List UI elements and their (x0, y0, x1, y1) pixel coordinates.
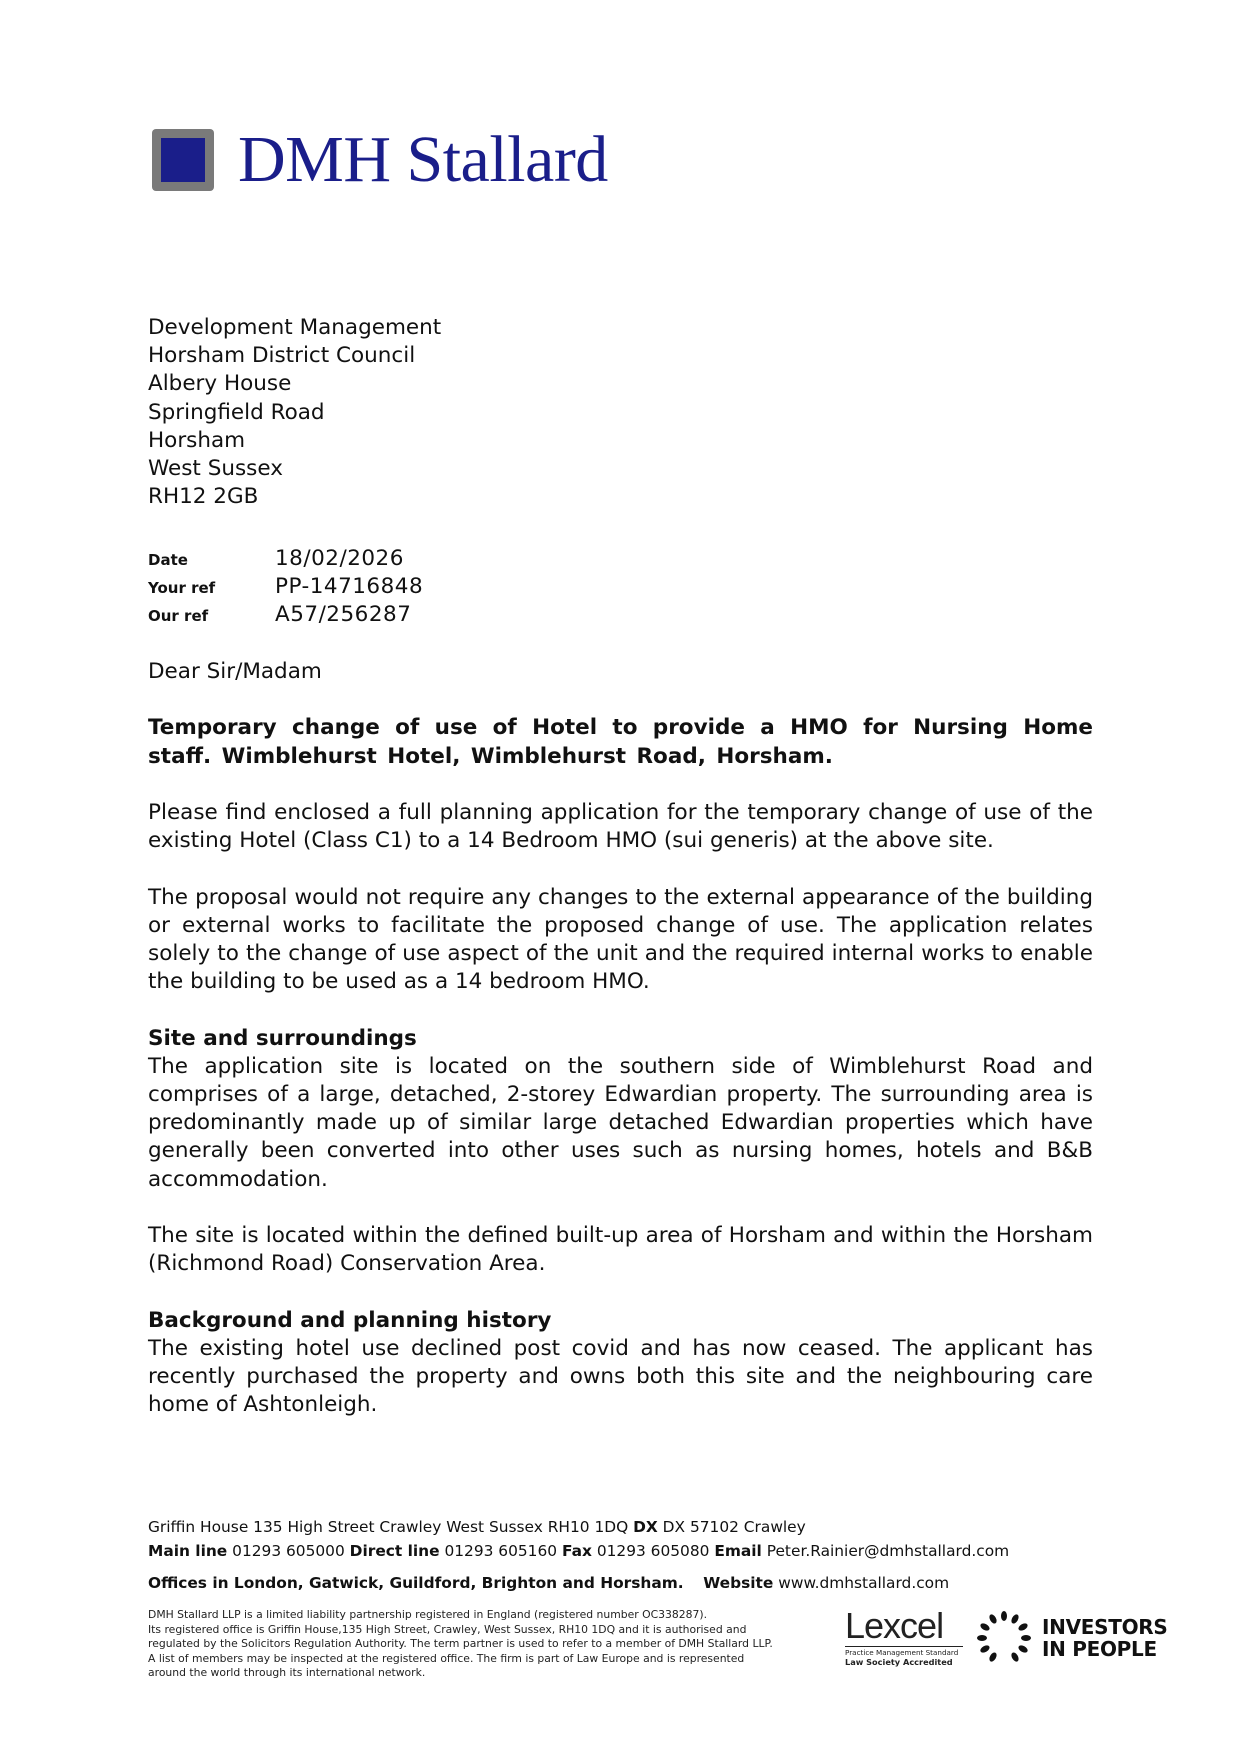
recipient-address (148, 314, 441, 511)
legal-line: DMH Stallard LLP is a limited liability partnership registered in England (registered number OC338287). (148, 1608, 708, 1621)
address-line: Horsham District Council (148, 343, 416, 369)
paragraph: Please find enclosed a full planning application for the temporary change of use of the existing Hotel (Class C1) to a 14 Bedroom HMO (sui generis) at the above site. (148, 799, 1093, 854)
fax-value: 01293 605080 (596, 1541, 710, 1560)
dx-label: DX (633, 1518, 658, 1536)
your-ref-row (148, 574, 423, 602)
investors-in-people-logo (976, 1610, 1167, 1666)
date-value: 18/02/2026 (275, 546, 404, 571)
your-ref-value: PP-14716848 (275, 574, 424, 600)
lexcel-logo (845, 1605, 963, 1667)
date-label: Date (148, 551, 188, 569)
letter-body (148, 658, 1093, 1448)
lexcel-word: Lexcel (845, 1605, 944, 1646)
date-row (148, 546, 423, 574)
paragraph: The application site is located on the southern side of Wimblehurst Road and comprises of a large, detached, 2-storey Edwardian property. The surrounding area is predominantly made up of similar large detached Edwardian properties which have generally been converted into other uses such as nursing homes, hotels and B&B accommodation. (148, 1053, 1093, 1192)
legal-line: A list of members may be inspected at the registered office. The firm is part of Law Europe and is represented (148, 1651, 745, 1665)
website-link[interactable]: www.dmhstallard.com (778, 1574, 950, 1592)
legal-line: Its registered office is Griffin House,135 High Street, Crawley, West Sussex, RH10 1DQ and it is authorised and (148, 1622, 747, 1636)
our-ref-value: A57/256287 (275, 602, 412, 628)
laurel-wreath-icon (976, 1610, 1032, 1666)
footer-phone-line (148, 1540, 1009, 1564)
dx-value: DX 57102 Crawley (662, 1518, 806, 1536)
footer-offices-line (148, 1572, 1009, 1596)
legal-notice (148, 1608, 828, 1681)
footer-address: Griffin House 135 High Street Crawley West Sussex RH10 1DQ (148, 1518, 629, 1536)
paragraph: The existing hotel use declined post covid and has now ceased. The applicant has recently purchased the property and owns both this site and the neighbouring care home of Ashtonleigh. (148, 1335, 1093, 1418)
your-ref-label: Your ref (148, 579, 216, 598)
footer-address-line (148, 1516, 1009, 1540)
address-line: West Sussex (148, 456, 283, 482)
main-line-value: 01293 605000 (232, 1541, 345, 1560)
address-line: RH12 2GB (148, 484, 259, 510)
section-heading: Background and planning history (148, 1307, 552, 1333)
paragraph: The site is located within the defined built-up area of Horsham and within the Horsham (Richmond Road) Conservation Area. (148, 1222, 1093, 1277)
subject-line: Temporary change of use of Hotel to provide a HMO for Nursing Home staff. Wimblehurst Hotel, Wimblehurst Road, Horsham. (148, 715, 1093, 769)
lexcel-accredited: Law Society Accredited (845, 1657, 953, 1667)
website-label: Website (703, 1574, 774, 1592)
email-value[interactable]: Peter.Rainier@dmhstallard.com (766, 1541, 1010, 1560)
firm-logo (150, 124, 608, 196)
section-heading: Site and surroundings (148, 1025, 417, 1051)
square-logo-icon (150, 127, 216, 193)
address-line: Springfield Road (148, 399, 325, 425)
legal-line: regulated by the Solicitors Regulation Authority. The term partner is used to refer to a member of DMH Stallard LLP. (148, 1637, 773, 1651)
salutation: Dear Sir/Madam (148, 659, 322, 684)
legal-line: around the world through its international network. (148, 1666, 426, 1680)
lexcel-subtitle: Practice Management Standard (845, 1646, 963, 1657)
fax-label: Fax (561, 1541, 592, 1560)
main-line-label: Main line (148, 1541, 228, 1560)
direct-line-label: Direct line (349, 1541, 440, 1560)
email-label: Email (714, 1541, 762, 1560)
iip-line: INVESTORS (1042, 1615, 1168, 1639)
our-ref-row (148, 602, 423, 630)
footer-contact (148, 1516, 1009, 1596)
paragraph: The proposal would not require any changes to the external appearance of the building or external works to facilitate the proposed change of use. The application relates solely to the change of use aspect of the unit and the required internal works to enable the building to be used as a 14 bedroom HMO. (148, 884, 1093, 995)
address-line: Horsham (148, 427, 246, 453)
iip-line: IN PEOPLE (1042, 1637, 1157, 1661)
address-line: Development Management (148, 315, 442, 340)
direct-line-value: 01293 605160 (444, 1541, 558, 1560)
our-ref-label: Our ref (148, 607, 209, 626)
reference-block (148, 546, 423, 631)
address-line: Albery House (148, 371, 292, 397)
firm-name: DMH Stallard (238, 123, 608, 196)
offices-text: Offices in London, Gatwick, Guildford, Brighton and Horsham. (148, 1574, 684, 1592)
iip-text (1042, 1616, 1167, 1660)
